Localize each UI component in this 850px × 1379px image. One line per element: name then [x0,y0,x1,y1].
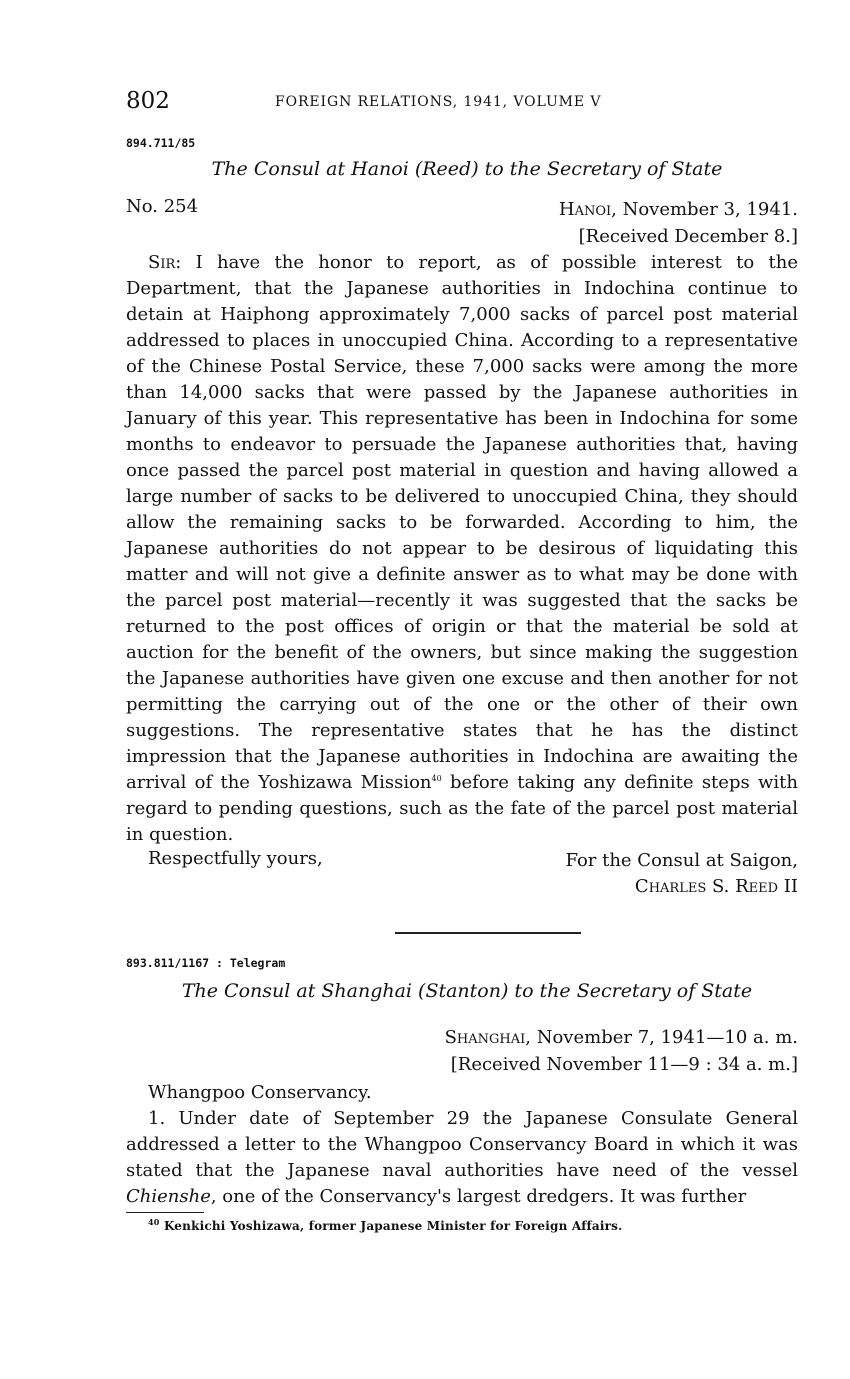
title-part: The Consul at Hanoi ( [211,158,423,180]
signature-block [565,848,798,900]
section-divider [395,932,581,934]
footnote-text: Kenkichi Yoshizawa, former Japanese Minister for Foreign Affairs. [163,1219,623,1233]
footnote-marker: 40 [148,1217,160,1227]
body-paragraph [126,250,798,848]
footnote [126,1219,798,1233]
date-line [126,1024,798,1051]
dateline [126,196,798,250]
title-part: ) to the Secretary of State [500,980,753,1002]
page-number: 802 [126,88,170,114]
for-line: For the Consul at Saigon, [565,850,798,871]
document-title [126,158,798,180]
footnote-reference: 40 [431,774,442,783]
vessel-name: Chienshe [126,1186,211,1207]
file-number: 894.711/85 [126,136,196,150]
complimentary-close: Respectfully yours, [148,848,323,869]
body-paragraph [126,1106,798,1210]
place-name: Shanghai [444,1027,526,1048]
title-name: Reed [422,158,472,180]
closing-block [126,848,798,900]
body-text: 1. Under date of September 29 the Japanese Consulate General addressed a letter to the Whangpoo Conservancy Board in which it was stated that the Japanese naval authorities have need of the vessel [126,1108,798,1181]
received-line: [Received November 11—9 : 34 a. m.] [450,1054,798,1075]
date-block [559,196,798,250]
body-text: , one of the Conservancy's largest dredgers. It was further [210,1186,747,1207]
date-text: , November 7, 1941—10 a. m. [525,1027,798,1048]
title-name: Stanton [425,980,501,1002]
place-name: Hanoi [558,199,612,220]
date-block [126,1024,798,1078]
title-part: The Consul at Shanghai ( [181,980,426,1002]
footnote-divider [126,1212,204,1213]
received-line: [Received December 8.] [578,226,798,247]
date-line [559,196,798,223]
running-head-title: FOREIGN RELATIONS, 1941, VOLUME V [275,94,602,110]
telegram-subject: Whangpoo Conservancy. [148,1082,372,1103]
body-text: : I have the honor to report, as of possible interest to the Department, that the Japanese authorities in Indochina continue to detain at Haiphong approximately 7,000 sacks of parcel post material addressed to places in unoccupied China. According to a representative of the Chinese Postal Service, these 7,000 sacks were among the more than 14,000 sacks that were passed by the Japanese authorities in January of this year. This representative has been in Indochina for some months to endeavor to persuade the Japanese authorities that, having once passed the parcel post material in question and having allowed a large number of sacks to be delivered to unoccupied China, they should allow the remaining sacks to be forwarded. According to him, the Japanese authorities do not appear to be desirous of liquidating this matter and will not give a definite answer as to what may be done with the parcel post material—recently it was suggested that the sacks be returned to the post offices of origin or that the material be sold at auction for the benefit of the owners, but since making the suggestion the Japanese authorities have given one excuse and then another for not permitting the carrying out of the one or the other of their own suggestions. The representative states that he has the distinct impression that the Japanese authorities in Indochina are awaiting the arrival of the Yoshizawa Mission [126,252,798,793]
document-title [126,980,798,1002]
salutation: Sir [148,252,176,273]
signature: Charles S. Reed II [634,876,798,897]
document-page [126,88,798,1233]
despatch-number: No. 254 [126,196,199,217]
body-text: before taking any definite steps with regard to pending questions, such as the fate of the parcel post material in question. [126,772,798,845]
file-number: 893.811/1167 : Telegram [126,956,286,970]
running-head [126,88,798,122]
title-part: ) to the Secretary of State [471,158,723,180]
date-text: , November 3, 1941. [611,199,798,220]
